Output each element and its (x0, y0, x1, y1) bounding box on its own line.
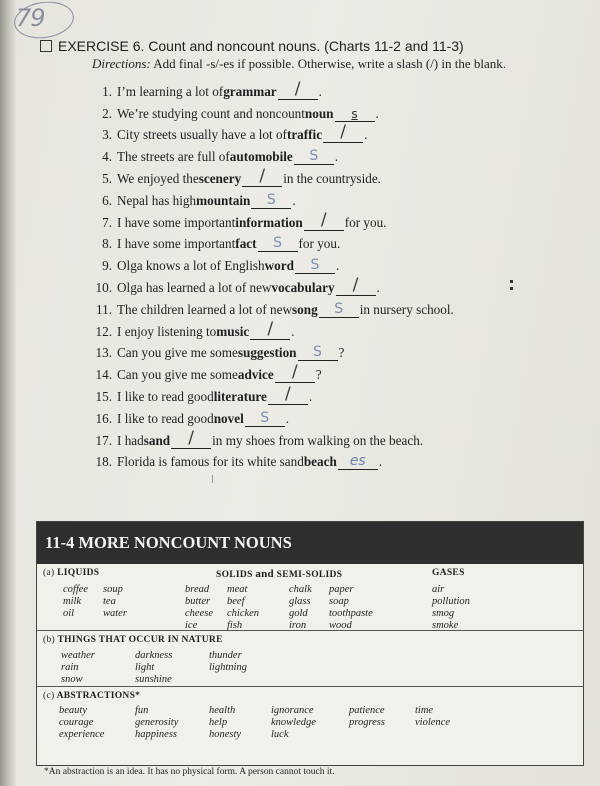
answer-blank[interactable] (250, 318, 290, 340)
exercise-title-text: EXERCISE 6. Count and noncount nouns. (Charts 11-2 and 11-3) (58, 38, 464, 54)
item-noun: novel (213, 410, 244, 426)
exercise-item (84, 187, 454, 209)
nature-word: weather (61, 650, 95, 661)
answer-blank[interactable] (338, 455, 378, 470)
item-text-before: I’m learning a lot of (117, 83, 224, 99)
exercise-item (84, 296, 454, 318)
solids-heading-and: and (255, 568, 274, 580)
handwritten-answer: es (349, 453, 366, 470)
item-number: 7. (102, 214, 112, 230)
solid-word: butter (185, 596, 211, 607)
item-number: 2. (102, 105, 112, 121)
item-number: 13. (95, 345, 112, 361)
item-text-before: Can you give me some (117, 345, 238, 361)
item-text-before: I like to read good (117, 410, 214, 426)
item-noun: grammar (223, 83, 277, 99)
item-text-before: I have some important (117, 236, 236, 252)
abstraction-word: happiness (135, 729, 177, 740)
exercise-item (84, 449, 454, 471)
gas-word: air (432, 584, 445, 595)
item-noun: advice (237, 367, 274, 383)
handwritten-answer: / (188, 427, 194, 448)
item-noun: literature (213, 388, 267, 404)
section-a-label (43, 568, 99, 578)
section-b-letter: (b) (43, 635, 55, 645)
nature-word: darkness (135, 650, 173, 661)
section-c-letter: (c) (43, 691, 55, 701)
item-noun: suggestion (237, 345, 297, 361)
answer-blank[interactable] (336, 274, 376, 296)
solid-word: glass (289, 596, 311, 607)
nature-word: rain (61, 662, 79, 673)
page-binding-shadow (0, 0, 16, 786)
item-text-before: The children learned a lot of new (117, 301, 293, 317)
item-noun: song (292, 301, 318, 317)
gases-heading: GASES (432, 568, 465, 578)
item-text-before: Olga knows a lot of English (117, 258, 265, 274)
exercise-directions (92, 56, 506, 72)
solid-word: meat (227, 584, 248, 595)
answer-blank[interactable] (171, 427, 211, 449)
exercise-item (84, 274, 454, 296)
abstraction-word: honesty (209, 729, 242, 740)
item-noun: information (235, 214, 303, 230)
item-noun: traffic (286, 127, 323, 143)
exercise-item (84, 122, 454, 144)
section-a-title: LIQUIDS (57, 568, 100, 578)
exercise-item (84, 231, 454, 253)
answer-blank[interactable] (275, 362, 315, 383)
section-liquids-solids-gases (37, 564, 583, 631)
item-number: 8. (102, 236, 112, 252)
abstraction-word: patience (349, 705, 385, 716)
nature-word: sunshine (135, 674, 172, 685)
answer-blank[interactable] (268, 383, 308, 405)
item-text-after: . (376, 279, 380, 295)
exercise-item (84, 318, 454, 340)
exercise-items-list (84, 78, 454, 470)
item-text-before: We’re studying count and noncount (117, 105, 305, 121)
solid-word: cheese (185, 608, 213, 619)
section-b-title: THINGS THAT OCCUR IN NATURE (57, 635, 223, 645)
exercise-item (84, 78, 454, 100)
item-text-after: . (285, 410, 290, 426)
exercise-item (84, 252, 454, 274)
nature-word: thunder (209, 650, 242, 661)
item-number: 1. (102, 83, 112, 99)
section-abstractions (37, 687, 583, 765)
gas-word: smog (432, 608, 455, 619)
section-b-label (43, 635, 223, 645)
checkbox-icon[interactable] (40, 40, 52, 52)
solid-word: chalk (289, 584, 312, 595)
abstraction-word: progress (349, 717, 385, 728)
liquid-word: water (103, 608, 127, 619)
section-c-label (43, 691, 140, 701)
item-noun: noun (304, 105, 334, 121)
answer-blank[interactable] (295, 259, 335, 274)
liquid-word: coffee (63, 584, 89, 595)
abstraction-word: luck (271, 729, 289, 740)
item-text-after: . (291, 323, 295, 339)
item-text-before: We enjoyed the (117, 170, 199, 186)
item-text-after: for you. (298, 236, 341, 252)
exercise-item (84, 361, 454, 383)
abstraction-word: beauty (59, 705, 87, 716)
answer-blank[interactable] (294, 150, 334, 165)
answer-blank[interactable] (304, 209, 344, 231)
solid-word: ice (185, 620, 198, 631)
solid-word: iron (289, 620, 307, 631)
item-number: 15. (95, 388, 112, 404)
solid-word: bread (185, 584, 210, 595)
answer-blank[interactable] (335, 107, 375, 122)
exercise-item (84, 405, 454, 427)
item-noun: music (216, 323, 250, 339)
item-noun: fact (235, 236, 257, 252)
item-text-before: I enjoy listening to (117, 323, 217, 339)
liquid-word: tea (103, 596, 116, 607)
item-text-before: Can you give me some (117, 367, 238, 383)
item-number: 10. (95, 279, 112, 295)
item-noun: sand (143, 432, 171, 448)
exercise-item (84, 209, 454, 231)
item-text-after: for you. (344, 214, 387, 230)
solid-word: paper (329, 584, 354, 595)
handwritten-answer: / (285, 383, 291, 404)
chart-title: 11-4 MORE NONCOUNT NOUNS (37, 522, 583, 564)
item-noun: mountain (196, 192, 251, 208)
gas-word: pollution (432, 596, 470, 607)
handwritten-answer: s (351, 106, 358, 121)
section-c-title: ABSTRACTIONS* (56, 691, 141, 701)
item-text-after: in nursery school. (359, 301, 454, 317)
item-text-after: . (308, 388, 313, 404)
solids-heading-word: SOLIDS (216, 570, 253, 580)
item-number: 3. (102, 127, 112, 143)
grammar-chart (36, 521, 584, 766)
answer-blank[interactable] (258, 237, 298, 252)
item-number: 16. (95, 410, 112, 426)
nature-word: snow (61, 674, 83, 685)
item-text-after: . (364, 127, 368, 143)
handwritten-answer: / (294, 78, 301, 99)
handwritten-answer: / (320, 209, 327, 230)
handwritten-answer: S (313, 344, 322, 361)
item-text-before: Nepal has high (117, 192, 197, 208)
abstraction-word: violence (415, 717, 450, 728)
handwritten-answer: S (334, 300, 344, 317)
item-text-after: . (334, 149, 339, 165)
semi-solids-heading-word: SEMI-SOLIDS (276, 570, 343, 580)
abstraction-word: fun (135, 705, 149, 716)
item-text-before: Florida is famous for its white sand (117, 454, 304, 470)
abstraction-word: courage (59, 717, 94, 728)
item-noun: scenery (198, 170, 242, 186)
handwritten-answer: / (352, 274, 359, 295)
item-noun: beach (303, 454, 337, 470)
solid-word: chicken (227, 608, 260, 619)
handwritten-answer: S (273, 235, 282, 252)
item-number: 4. (102, 149, 112, 165)
handwritten-answer: S (260, 409, 270, 426)
liquid-word: soup (103, 584, 123, 595)
item-text-before: The streets are full of (117, 149, 230, 165)
item-number: 12. (95, 323, 112, 339)
item-noun: automobile (229, 149, 293, 165)
answer-blank[interactable] (323, 122, 363, 143)
handwritten-answer: / (291, 362, 298, 383)
item-number: 5. (102, 170, 112, 186)
liquid-word: oil (63, 608, 75, 619)
abstraction-word: ignorance (271, 705, 314, 716)
item-number: 11. (96, 301, 112, 317)
item-text-before: City streets usually have a lot of (117, 127, 287, 143)
item-text-before: Olga has learned a lot of new (117, 279, 272, 295)
handwritten-answer: / (267, 318, 274, 339)
item-number: 18. (95, 454, 112, 470)
pen-mark (510, 280, 513, 290)
handwritten-page-number: 79 (16, 4, 45, 32)
handwritten-answer: / (340, 122, 346, 143)
abstraction-word: help (209, 717, 228, 728)
item-text-before: I like to read good (117, 388, 214, 404)
exercise-item (84, 143, 454, 165)
liquid-word: milk (63, 596, 82, 607)
answer-blank[interactable] (319, 300, 359, 318)
handwritten-answer: S (310, 257, 320, 274)
item-text-after: . (292, 192, 296, 208)
directions-text: Add final -s/-es if possible. Otherwise, write a slash (/) in the blank. (153, 56, 507, 71)
directions-label: Directions: (92, 56, 151, 71)
solid-word: gold (289, 608, 308, 619)
item-text-after: . (335, 258, 340, 274)
item-number: 6. (102, 192, 112, 208)
nature-word: light (135, 662, 155, 673)
abstraction-word: health (209, 705, 236, 716)
item-text-after: ? (338, 345, 345, 361)
answer-blank[interactable] (242, 165, 282, 187)
abstraction-word: knowledge (271, 717, 316, 728)
item-number: 14. (95, 367, 112, 383)
solid-word: soap (329, 596, 349, 607)
handwritten-answer: S (309, 148, 319, 165)
item-text-before: I have some important (117, 214, 236, 230)
exercise-item (84, 340, 454, 362)
exercise-item (84, 427, 454, 449)
item-number: 17. (95, 432, 112, 448)
abstraction-word: time (415, 705, 434, 716)
solids-heading (216, 568, 342, 580)
item-text-after: in the countryside. (283, 170, 381, 186)
exercise-item (84, 383, 454, 405)
item-noun: vocabulary (271, 279, 335, 295)
footnote: *An abstraction is an idea. It has no physical form. A person cannot touch it. (44, 767, 335, 777)
handwritten-answer: S (266, 191, 276, 208)
item-text-after: in my shoes from walking on the beach. (212, 432, 424, 448)
handwritten-answer: / (259, 165, 266, 186)
nature-word: lightning (209, 662, 247, 673)
section-nature (37, 631, 583, 687)
item-text-after: . (375, 105, 379, 121)
item-text-before: I had (117, 432, 144, 448)
solid-word: wood (329, 620, 352, 631)
answer-blank[interactable] (278, 78, 318, 100)
abstraction-word: generosity (135, 717, 179, 728)
answer-blank[interactable] (245, 409, 285, 427)
exercise-item (84, 100, 454, 122)
exercise-item (84, 165, 454, 187)
answer-blank[interactable] (298, 346, 338, 361)
item-text-after: . (378, 454, 383, 470)
section-a-letter: (a) (43, 568, 55, 578)
exercise-title (40, 38, 464, 54)
item-text-after: . (318, 83, 322, 99)
answer-blank[interactable] (251, 191, 291, 209)
abstraction-word: experience (59, 729, 105, 740)
solid-word: fish (227, 620, 243, 631)
pen-mark (212, 475, 213, 483)
solid-word: beef (227, 596, 245, 607)
gas-word: smoke (432, 620, 459, 631)
solid-word: toothpaste (329, 608, 373, 619)
item-noun: word (264, 258, 294, 274)
item-number: 9. (102, 258, 112, 274)
item-text-after: ? (315, 367, 322, 383)
